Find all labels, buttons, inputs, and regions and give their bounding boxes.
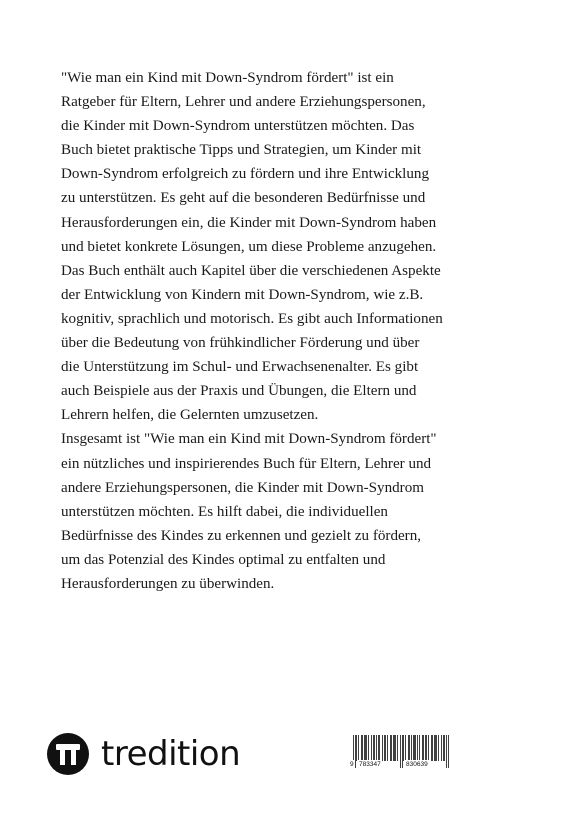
barcode-bar (419, 735, 420, 761)
description-line: und bietet konkrete Lösungen, um diese Probleme anzugehen. (61, 238, 437, 255)
description-line: "Wie man ein Kind mit Down-Syndrom fördert" ist ein (61, 70, 394, 86)
description-line: Lehrern helfen, die Gelernten umzusetzen. (61, 407, 319, 424)
barcode-bar (366, 735, 367, 761)
description-line: der Entwicklung von Kindern mit Down-Syndrom, wie z.B. (61, 286, 424, 303)
barcode-digits (349, 760, 449, 770)
tredition-logo-icon (46, 732, 90, 776)
publisher-logo (46, 731, 240, 777)
barcode-bar (417, 735, 418, 761)
barcode-bar (364, 735, 365, 761)
barcode-bar (422, 735, 423, 761)
barcode-bar (378, 735, 379, 761)
barcode-bar (387, 735, 388, 761)
back-cover-description (61, 66, 521, 596)
barcode-bar (391, 735, 392, 761)
barcode-bar (428, 735, 429, 761)
barcode-bar (432, 735, 433, 761)
publisher-name: tredition (101, 734, 241, 774)
barcode-bar (413, 735, 414, 761)
barcode-bar (441, 735, 442, 761)
barcode-bar (405, 735, 406, 761)
description-line: andere Erziehungspersonen, die Kinder mit Down-Syndrom (61, 479, 424, 496)
barcode-bar (397, 735, 398, 761)
barcode-bar (411, 735, 412, 761)
barcode-bar (371, 735, 372, 761)
barcode-bar (368, 735, 369, 761)
description-line: Das Buch enthält auch Kapitel über die verschiedenen Aspekte (61, 262, 441, 279)
description-line: kognitiv, sprachlich und motorisch. Es gibt auch Informationen (61, 310, 443, 327)
barcode-first-digit: 9 (350, 761, 354, 768)
isbn-barcode (349, 735, 449, 769)
barcode-bar (395, 735, 396, 761)
barcode-bar (408, 735, 409, 761)
barcode-bar (415, 735, 416, 761)
barcode-bar (390, 735, 391, 761)
barcode-bar (384, 735, 385, 761)
barcode-bar (414, 735, 415, 761)
description-line: unterstützen möchten. Es hilft dabei, die individuellen (61, 503, 388, 520)
description-line: zu unterstützen. Es geht auf die besonderen Bedürfnisse und (61, 190, 426, 207)
description-line: Herausforderungen zu überwinden. (61, 575, 275, 592)
barcode-bar (438, 735, 439, 761)
barcode-digit-group-1: 783347 (359, 761, 381, 768)
barcode-bar (403, 735, 404, 761)
description-line: Buch bietet praktische Tipps und Strategien, um Kinder mit (61, 142, 422, 159)
barcode-bar (434, 735, 435, 761)
barcode-bar (393, 735, 394, 761)
barcode-bar (376, 735, 377, 761)
barcode-bar (394, 735, 395, 761)
barcode-bar (436, 735, 437, 761)
description-line: Bedürfnisse des Kindes zu erkennen und gezielt zu fördern, (61, 527, 422, 544)
description-line: auch Beispiele aus der Praxis und Übungen, die Eltern und (61, 383, 417, 400)
barcode-bar (431, 735, 432, 761)
description-line: Insgesamt ist "Wie man ein Kind mit Down-Syndrom fördert" (61, 431, 437, 448)
description-line: um das Potenzial des Kindes optimal zu entfalten und (61, 551, 386, 568)
description-line: über die Bedeutung von frühkindlicher Förderung und über (61, 335, 420, 352)
description-line: ein nützliches und inspirierendes Buch für Eltern, Lehrer und (61, 455, 432, 472)
description-line: die Unterstützung im Schul- und Erwachsenenalter. Es gibt (61, 359, 419, 376)
barcode-bar (435, 735, 436, 761)
barcode-bar (373, 735, 374, 761)
barcode-bar (425, 735, 426, 761)
description-line: Ratgeber für Eltern, Lehrer und andere Erziehungspersonen, (61, 94, 426, 111)
description-line: Herausforderungen ein, die Kinder mit Down-Syndrom haben (61, 214, 437, 231)
barcode-bar (362, 735, 363, 761)
barcode-bar (443, 735, 444, 761)
barcode-bar (365, 735, 366, 761)
barcode-bar (409, 735, 410, 761)
barcode-bar (444, 735, 445, 761)
barcode-bar (385, 735, 386, 761)
barcode-bar (423, 735, 424, 761)
barcode-bar (382, 735, 383, 761)
description-line: Down-Syndrom erfolgreich zu fördern und ihre Entwicklung (61, 166, 430, 183)
barcode-digit-group-2: 830639 (406, 761, 428, 768)
barcode-bar (361, 735, 362, 761)
barcode-bar (379, 735, 380, 761)
barcode-bar (374, 735, 375, 761)
barcode-bar (358, 735, 359, 761)
barcode-bar (356, 735, 357, 761)
barcode-bar (426, 735, 427, 761)
description-line: die Kinder mit Down-Syndrom unterstützen möchten. Das (61, 118, 415, 135)
